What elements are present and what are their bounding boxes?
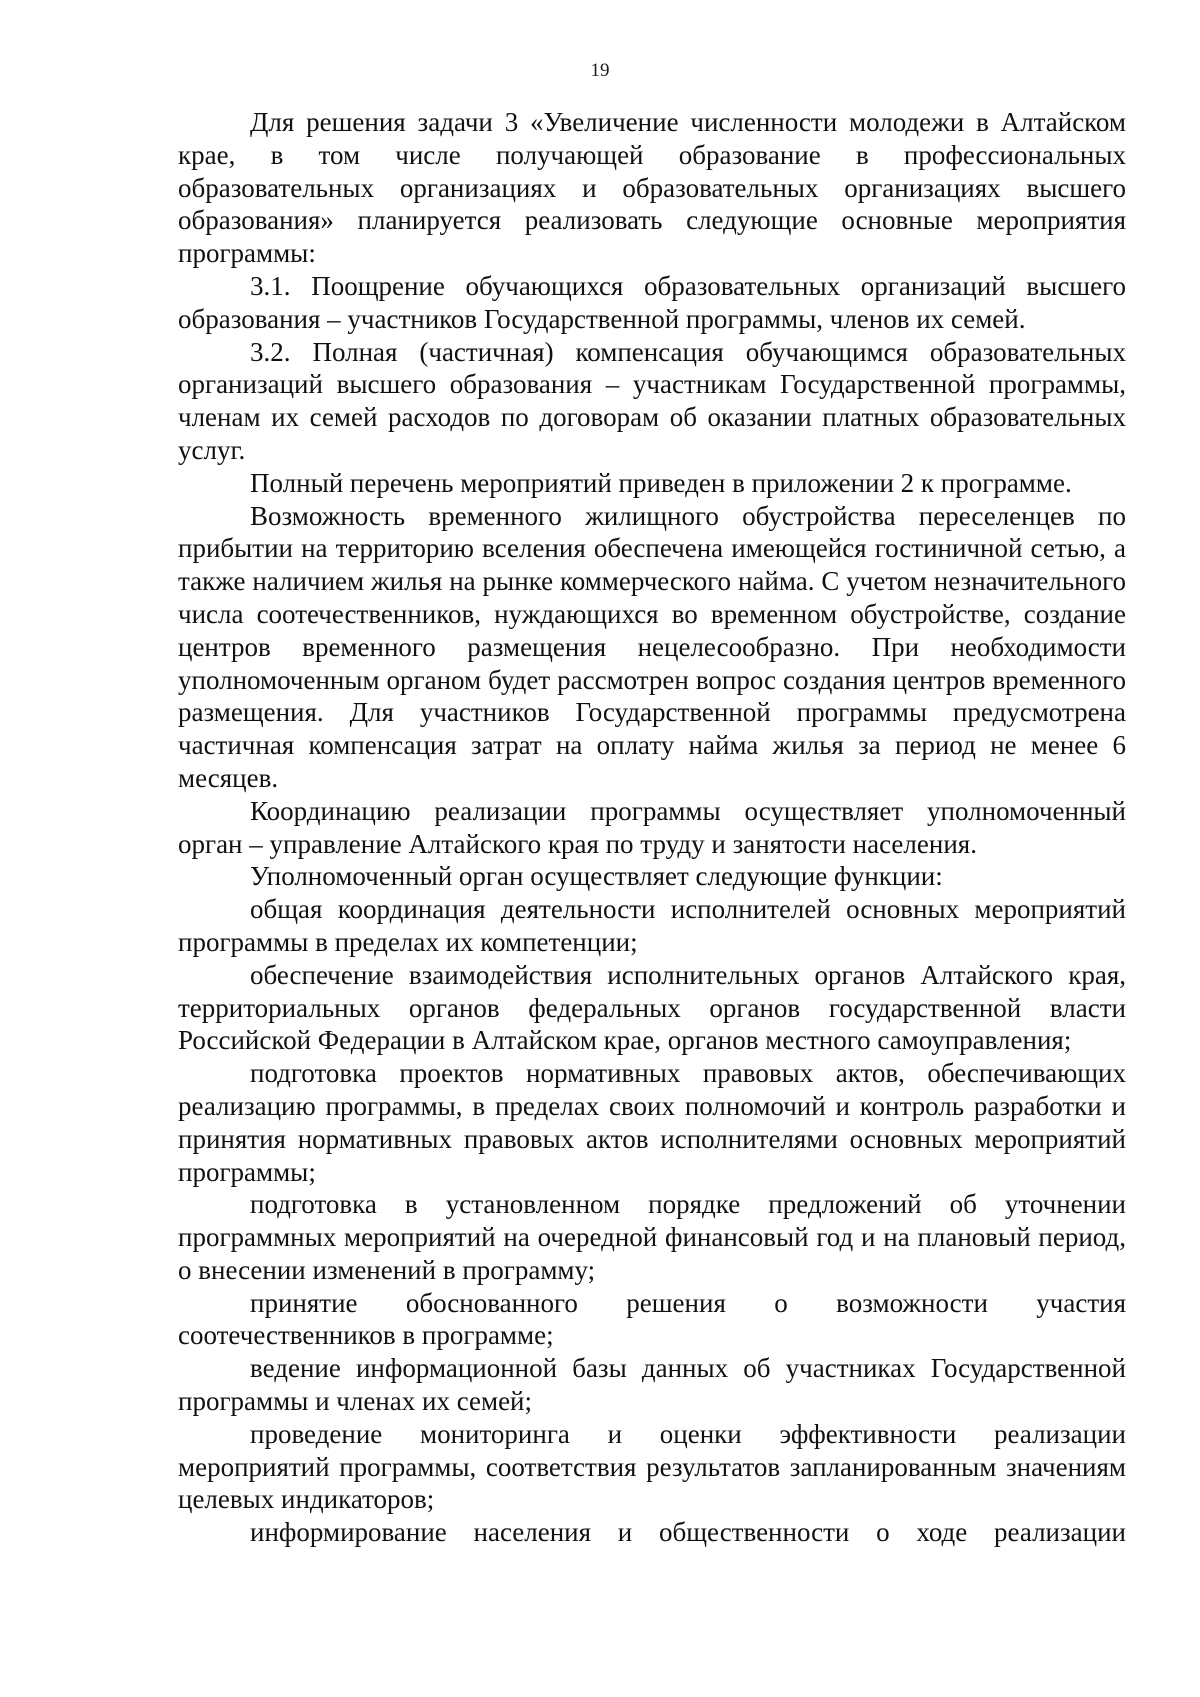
- paragraph-coordination: Координацию реализации программы осуществляет уполномоченный орган – управление Алтайского края по труду и занятости населения.: [178, 795, 1126, 859]
- paragraph-function-interaction: обеспечение взаимодействия исполнительных органов Алтайского края, территориальных органов федеральных органов государственной власти Российской Федерации в Алтайском крае, органов местного самоуправления;: [178, 959, 1126, 1056]
- paragraph-full-list: Полный перечень мероприятий приведен в приложении 2 к программе.: [250, 467, 1072, 498]
- paragraph-functions-intro: Уполномоченный орган осуществляет следующие функции:: [250, 861, 943, 892]
- paragraph-measure-3-1: 3.1. Поощрение обучающихся образовательных организаций высшего образования – участников Государственной программы, членов их семей.: [178, 270, 1126, 334]
- paragraph-temporary-housing: Возможность временного жилищного обустройства переселенцев по прибытии на территорию вселения обеспечена имеющейся гостиничной сетью, а также наличием жилья на рынке коммерческого найма. С учетом незначительного числа соотечественников, нуждающихся во временном обустройстве, создание центров временного размещения нецелесообразно. При необходимости уполномоченным органом будет рассмотрен вопрос создания центров временного размещения. Для участников Государственной программы предусмотрена частичная компенсация затрат на оплату найма жилья за период не менее 6 месяцев.: [178, 500, 1126, 793]
- paragraph-function-legal-acts: подготовка проектов нормативных правовых актов, обеспечивающих реализацию программы, в пределах своих полномочий и контроль разработки и принятия нормативных правовых актов исполнителями основных мероприятий программы;: [178, 1058, 1126, 1187]
- paragraph-function-database: ведение информационной базы данных об участниках Государственной программы и членах их семей;: [178, 1353, 1126, 1417]
- document-body: [178, 106, 1126, 1549]
- paragraph-task-3-intro: Для решения задачи 3 «Увеличение численности молодежи в Алтайском крае, в том числе получающей образование в профессиональных образовательных организациях и образовательных организациях высшего образования» планируется реализовать следующие основные мероприятия программы:: [178, 107, 1126, 269]
- paragraph-function-monitoring: проведение мониторинга и оценки эффективности реализации мероприятий программы, соответствия результатов запланированным значениям целевых индикаторов;: [178, 1418, 1126, 1515]
- paragraph-function-decision: принятие обоснованного решения о возможности участия соотечественников в программе;: [178, 1287, 1126, 1351]
- paragraph-function-informing: информирование населения и общественности о ходе реализации: [250, 1517, 1126, 1548]
- paragraph-measure-3-2: 3.2. Полная (частичная) компенсация обучающимся образовательных организаций высшего образования – участникам Государственной программы, членам их семей расходов по договорам об оказании платных образовательных услуг.: [178, 336, 1126, 465]
- paragraph-function-coordination: общая координация деятельности исполнителей основных мероприятий программы в пределах их компетенции;: [178, 894, 1126, 957]
- paragraph-function-proposals: подготовка в установленном порядке предложений об уточнении программных мероприятий на очередной финансовый год и на плановый период, о внесении изменений в программу;: [178, 1189, 1126, 1285]
- page-number: 19: [590, 60, 610, 81]
